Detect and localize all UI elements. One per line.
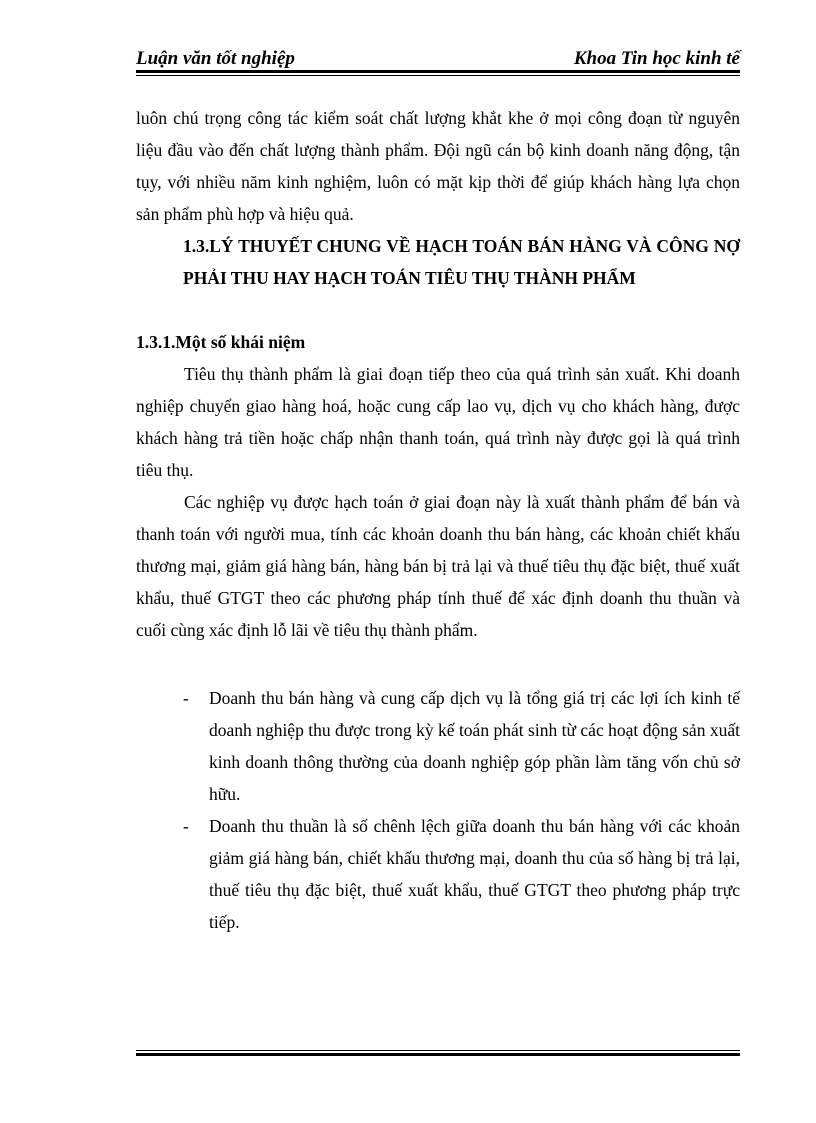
footer-rule <box>136 1050 740 1056</box>
header-thesis-label: Luận văn tốt nghiệp <box>136 48 295 69</box>
list-item <box>183 810 740 938</box>
page-header <box>136 46 740 72</box>
list-item-text: Doanh thu bán hàng và cung cấp dịch vụ là tổng giá trị các lợi ích kinh tế doanh nghiệp thu được trong kỳ kế toán phát sinh từ các hoạt động sản xuất kinh doanh thông thường của doanh nghiệp góp phần làm tăng vốn chủ sở hữu. <box>209 688 740 804</box>
paragraph-operations: Các nghiệp vụ được hạch toán ở giai đoạn này là xuất thành phẩm để bán và thanh toán với người mua, tính các khoản doanh thu bán hàng, các khoản chiết khấu thương mại, giảm giá hàng bán, hàng bán bị trả lại và thuế tiêu thụ đặc biệt, thuế xuất khẩu, thuế GTGT theo các phương pháp tính thuế để xác định doanh thu thuần và cuối cùng xác định lỗ lãi về tiêu thụ thành phẩm. <box>136 492 740 640</box>
section-title: 1.3.LÝ THUYẾT CHUNG VỀ HẠCH TOÁN BÁN HÀNG VÀ CÔNG NỢ PHẢI THU HAY HẠCH TOÁN TIÊU THỤ THÀNH PHẨM <box>183 236 740 288</box>
intro-block <box>136 102 740 230</box>
list-item-text: Doanh thu thuần là số chênh lệch giữa doanh thu bán hàng với các khoản giảm giá hàng bán, chiết khấu thương mại, doanh thu của số hàng bị trả lại, thuế tiêu thụ đặc biệt, thuế xuất khẩu, thuế GTGT theo phương pháp trực tiếp. <box>209 816 740 932</box>
bullet-marker: - <box>183 688 189 708</box>
header-rule <box>136 70 740 76</box>
header-faculty-label: Khoa Tin học kinh tế <box>573 48 740 69</box>
paragraph-consumption: Tiêu thụ thành phẩm là giai đoạn tiếp theo của quá trình sản xuất. Khi doanh nghiệp chuyển giao hàng hoá, hoặc cung cấp lao vụ, dịch vụ cho khách hàng, được khách hàng trả tiền hoặc chấp nhận thanh toán, quá trình này được gọi là quá trình tiêu thụ. <box>136 364 740 480</box>
intro-paragraph: luôn chú trọng công tác kiểm soát chất lượng khắt khe ở mọi công đoạn từ nguyên liệu đầu vào đến chất lượng thành phẩm. Đội ngũ cán bộ kinh doanh năng động, tận tụy, với nhiều năm kinh nghiệm, luôn có mặt kịp thời để giúp khách hàng lựa chọn sản phẩm phù hợp và hiệu quả. <box>136 108 740 224</box>
concept-paragraphs <box>136 358 740 646</box>
bullet-marker: - <box>183 816 189 836</box>
subsection-title: 1.3.1.Một số khái niệm <box>136 332 306 352</box>
list-item <box>183 682 740 810</box>
definition-list <box>183 682 740 938</box>
